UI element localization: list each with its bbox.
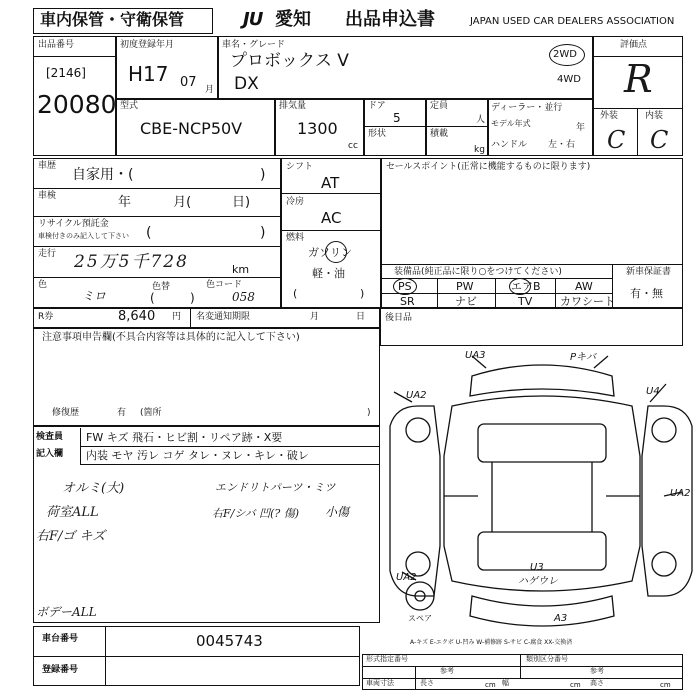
option-airbag-circle [509,278,531,295]
width-label: 幅 [502,679,509,687]
lot-sub-number: [2146] [46,66,86,80]
color-value: ミロ [82,289,107,303]
inspector-note-1: オルミ(大) [62,481,125,496]
class-number-label: 類別区分番号 [526,655,568,663]
tax-label: R券 [38,312,54,322]
option-sr: SR [400,295,415,308]
inspection-close: 日) [232,195,251,210]
repaint-close: ) [190,291,195,305]
mileage-label: 走行 [38,249,57,259]
repair-close: ) [367,408,371,418]
km-unit: km [232,263,250,276]
damage-mark-u4: U4 [646,386,660,397]
steering-options: 左・右 [548,140,576,150]
form-title: 出品申込書 [345,9,435,30]
warranty-options: 有・無 [630,287,663,300]
top-block [33,36,683,156]
spec-number-table [362,654,683,690]
year-unit: 年 [576,123,586,133]
damage-mark-ua3: UA3 [465,350,486,361]
recycle-open: ( [146,225,152,241]
association-name: JAPAN USED CAR DEALERS ASSOCIATION [470,16,675,27]
interior-label: 内装 [645,111,664,121]
aircon-label: 冷房 [286,197,305,207]
exterior-label: 外装 [600,111,619,121]
plate-label: 登録番号 [42,665,79,675]
lot-number: 20080 [37,90,117,119]
inspector-line1: FW キズ 飛石・ヒビ割・リペア跡・X要 [86,431,283,444]
cc-unit: cc [348,141,358,151]
damage-legend: A-キズ E-エクボ U-凹み W-補修跡 S-サビ C-腐食 XX-交換済 [410,639,573,646]
damage-mark-pkiba: Pキバ [570,352,597,363]
storage-banner-text: 車内保管・守衛保管 [40,10,185,29]
height-unit: cm [660,681,671,689]
lot-label: 出品番号 [38,40,75,50]
length-label: 長さ [420,679,434,687]
option-ps-circle [393,278,417,295]
inspector-line2: 内装 モヤ 汚レ コゲ タレ・ヌレ・キレ・破レ [86,449,309,462]
inspector-note-7: ボデーALL [36,605,97,619]
color-code-value: 058 [232,290,255,304]
tax-yen: 円 [172,312,182,322]
ju-logo: JU [243,9,263,30]
displacement-value: 1300 [297,119,338,138]
inspection-value: 年 月( [118,195,192,210]
fuel-circle [325,241,347,263]
repair-has: 有 [117,408,127,418]
damage-mark-ua2-right: UA2 [670,488,691,499]
later-item-label: 後日品 [385,313,413,323]
model-code: CBE-NCP50V [140,119,243,138]
damage-mark-ua2-top: UA2 [406,390,427,401]
registration-month-unit: 月 [205,85,215,95]
model-year-label: モデル年式 [491,119,531,128]
option-seat: カワシート [560,295,615,308]
option-pw: PW [456,280,474,293]
option-aw: AW [575,280,593,293]
car-name: プロボックス V [230,51,349,71]
notes-label: 注意事項申告欄(不具合内容等は具体的に記入して下さい) [42,332,300,343]
usage-value: 自家用・( [72,167,134,183]
damage-mark-ua2-bottom: UA2 [396,572,417,583]
name-change-label: 名変通知期限 [196,312,251,322]
chassis-number: 0045743 [196,632,263,650]
recycle-label: リサイクル預託金 [38,219,109,229]
recycle-note: 車検付きのみ記入して下さい [38,232,129,240]
repair-place: (箇所 [140,408,162,418]
name-change-month: 月 [310,312,320,322]
shift-value: AT [321,174,340,192]
registration-month: 07 [180,75,197,90]
ju-logo-place: 愛知 [275,9,311,30]
drive-2wd: 2WD [553,49,577,60]
recycle-close: ) [260,225,266,241]
option-airbag: エアB [511,280,541,293]
registration-year: H17 [128,62,169,86]
option-ps: PS [398,280,412,293]
spare-label: スペア [408,614,432,623]
dimension-label: 車両寸法 [366,679,394,687]
inspector-note-4: エンドリトパーツ・ミツ [215,481,336,494]
sales-points-label: セールスポイント(正常に機能するものに限ります) [386,162,591,172]
damage-mark-a3: A3 [554,613,568,624]
doors-value: 5 [393,111,401,125]
length-unit: cm [485,681,496,689]
drive-4wd: 4WD [557,74,581,85]
repaint-open: ( [150,291,155,305]
warranty-label: 新車保証書 [626,267,672,277]
fuel-gasoline: ガソリン [308,246,352,259]
cargo-label: 積載 [430,129,449,139]
height-label: 高さ [590,679,604,687]
tax-amount: 8,640 [118,309,156,324]
later-item-box [380,308,683,346]
inspector-entry-label: 記入欄 [36,449,64,459]
repaint-label: 色替 [152,282,171,292]
car-name-label: 車名・グレード [222,40,286,50]
displacement-label: 排気量 [279,101,307,111]
usage-label: 車歴 [38,161,57,171]
remark-label-2: 参考 [590,667,604,675]
shift-label: シフト [286,162,314,172]
person-unit: 人 [476,115,486,125]
fuel-close: ) [360,287,365,300]
mileage-value: 25万5千728 [74,252,189,272]
damage-mark-u3: U3 [530,562,544,573]
chassis-label: 車台番号 [42,634,79,644]
option-tv: TV [518,295,533,308]
inspection-label: 車検 [38,191,57,201]
capacity-label: 定員 [430,101,449,111]
usage-close: ) [260,167,266,183]
repair-history-label: 修復歴 [52,408,80,418]
inspector-note-2: 荷室ALL [46,505,99,520]
damage-mark-hagekure: ハゲウレ [518,576,558,587]
steering-label: ハンドル [491,140,528,150]
inspector-label: 検査員 [36,432,64,442]
name-change-day: 日 [356,312,366,322]
dealer-label: ディーラー・並行 [491,103,563,113]
color-code-label: 色コード [206,280,243,290]
inspector-note-3: 右F/ゴ キズ [36,529,106,544]
options-label: 装備品(純正品に限り○をつけてください) [394,267,562,277]
width-unit: cm [570,681,581,689]
remark-label-1: 参考 [440,667,454,675]
interior-grade: C [650,126,669,154]
exterior-grade: C [607,126,626,154]
rating-score: R [624,57,653,101]
rating-label: 評価点 [620,40,648,50]
car-damage-diagram [382,346,700,646]
color-label: 色 [38,280,48,290]
doors-label: ドア [368,101,386,111]
option-navi: ナビ [455,295,477,308]
inspector-note-5: 右F/シバ 凹(? 傷) [212,507,300,520]
type-designation-label: 形式指定番号 [366,655,408,663]
fuel-diesel: 軽・油 [312,267,345,280]
model-label: 型式 [120,101,139,111]
car-grade: DX [234,74,259,94]
fuel-open: ( [293,287,298,300]
kg-unit: kg [474,145,485,155]
aircon-value: AC [321,209,342,227]
registration-label: 初度登録年月 [120,40,175,50]
inspector-note-6: 小傷 [325,505,350,519]
fuel-label: 燃料 [286,233,305,243]
shape-label: 形状 [368,129,387,139]
